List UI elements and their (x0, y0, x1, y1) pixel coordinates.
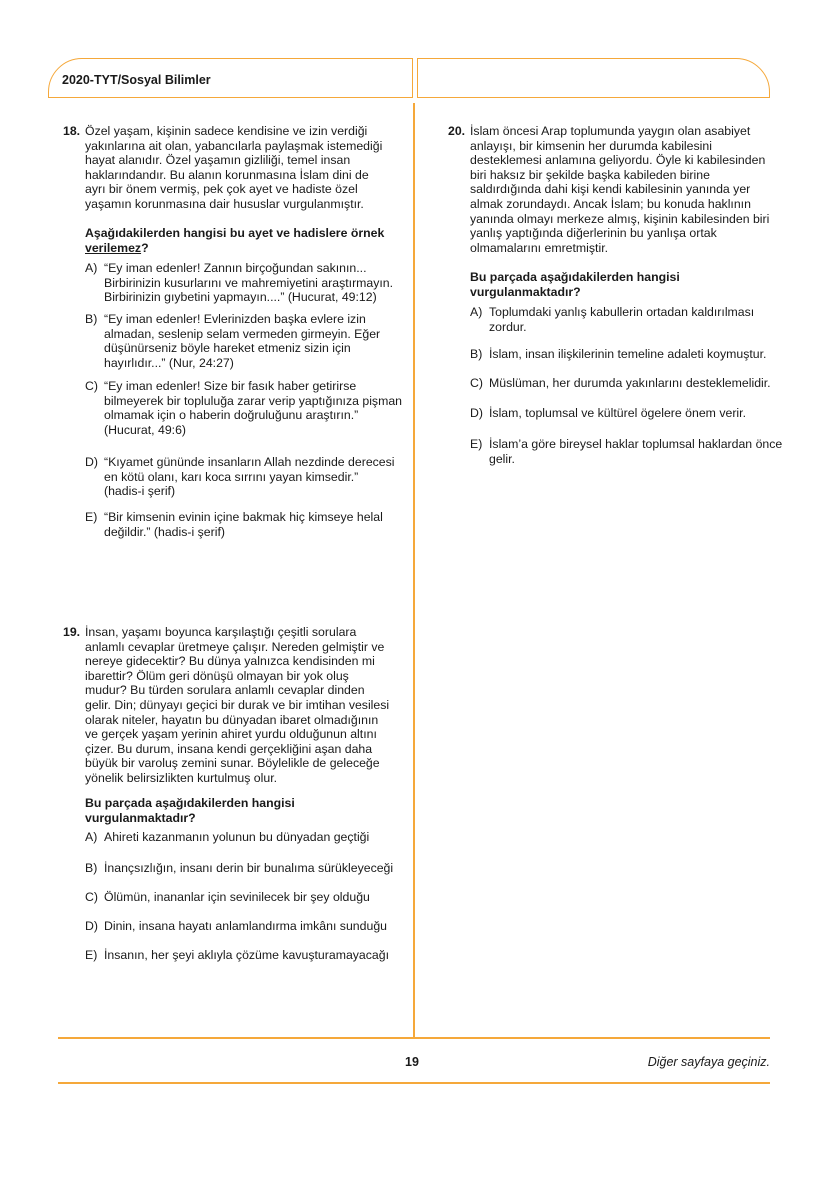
option-text (489, 406, 746, 421)
passage-line: hayat alanıdır. Özel yaşamın gizliliği, temel insan (85, 153, 351, 168)
passage-line: İnsan, yaşamı boyunca karşılaştığı çeşitli sorulara (85, 625, 357, 639)
option-text (104, 919, 387, 934)
question-number: 20. (448, 124, 466, 138)
option-label: A) (470, 305, 483, 319)
option-line: Birbirinizin kusurlarını ve mahremiyetini araştırmayın. (104, 275, 394, 290)
passage-line: ve gerçek yaşam yerinin ahiret yurdu olduğunun altını (85, 727, 377, 742)
option-label: D) (85, 455, 98, 469)
option-line: Dinin, insana hayatı anlamlandırma imkânı sunduğu (104, 919, 387, 933)
option-line: “Ey iman edenler! Evlerinizden başka evlere izin (104, 312, 366, 326)
option-label: E) (85, 948, 98, 962)
option-line: Müslüman, her durumda yakınlarını desteklemelidir. (489, 376, 771, 390)
option-line: “Kıyamet gününde insanların Allah nezdinde derecesi (104, 455, 395, 469)
option-label: A) (85, 261, 98, 275)
stem-line: vurgulanmaktadır? (470, 284, 581, 299)
option-line: olmamak için o haberin doğruluğunu araştırın.” (104, 408, 359, 423)
option-line: İnançsızlığın, insanı derin bir bunalıma sürükleyeceği (104, 861, 394, 875)
option-label: D) (85, 919, 98, 933)
option-line: İslam, insan ilişkilerinin temeline adaleti koymuştur. (489, 347, 767, 361)
option-text (489, 437, 782, 466)
passage-line: nereye gidecektir? Bu dünya yalnızca kendisinden mi (85, 654, 375, 669)
passage-line: ayrı bir önem vermiş, pek çok ayet ve hadiste özel (85, 182, 358, 197)
question-stem (470, 270, 680, 299)
passage-line: almak zorundaydı. Ancak İslam; bu konuda haklının (470, 196, 751, 211)
passage-line: gelir. Din; dünyayı geçici bir durak ve bir imtihan vesilesi (85, 697, 390, 712)
option-label: C) (470, 376, 483, 390)
option-line: İslam, toplumsal ve kültürel ögelere önem verir. (489, 406, 746, 420)
passage-line: olarak niteler, hayatın bu dünyadan ibaret olmadığının (85, 712, 379, 727)
question-number: 18. (63, 124, 81, 138)
option-line: “Bir kimsenin evinin içine bakmak hiç kimseye helal (104, 510, 383, 524)
option-line: almadan, seslenip selam vermeden girmeyin. Eğer (104, 326, 381, 341)
passage-line: çizer. Bu durum, insana kendi gerçekliğini aşan daha (85, 741, 373, 756)
option-text (104, 890, 370, 905)
option-text (104, 510, 383, 539)
option-line: (hadis-i şerif) (104, 484, 176, 499)
footer-bottom-rule (58, 1082, 770, 1084)
option-line: İslam’a göre bireysel haklar toplumsal haklardan önce (489, 437, 783, 451)
header-right-box (417, 58, 770, 98)
stem-line: Bu parçada aşağıdakilerden hangisi (470, 270, 680, 284)
passage-line: yanlış yaptığında diğerlerinin bu yanlışa ortak (470, 226, 717, 241)
passage-line: haklarındandır. Bu alanın korunmasına İslam dini de (85, 167, 369, 182)
option-text (489, 347, 766, 362)
question-passage (85, 124, 382, 212)
passage-line: yaşamın korunmasına dair hususlar vurgulanmıştır. (85, 196, 364, 211)
passage-line: Özel yaşam, kişinin sadece kendisine ve izin verdiği (85, 124, 368, 138)
option-line: “Ey iman edenler! Zannın birçoğundan sakının... (104, 261, 367, 275)
exam-title: 2020-TYT/Sosyal Bilimler (62, 73, 211, 87)
option-label: B) (470, 347, 483, 361)
option-label: D) (470, 406, 483, 420)
option-label: C) (85, 379, 98, 393)
option-label: B) (85, 861, 98, 875)
option-line: en kötü olanı, karı koca sırrını yayan kimsedir.” (104, 469, 359, 484)
option-line: hayırlıdır...” (Nur, 24:27) (104, 355, 234, 370)
option-text (489, 305, 754, 334)
option-line: düşünürseniz böyle hareket etmeniz sizin için (104, 341, 351, 356)
option-line: Ölümün, inananlar için sevinilecek bir şey olduğu (104, 890, 370, 904)
option-line: değildir.” (hadis-i şerif) (104, 524, 225, 539)
question-stem (85, 226, 384, 255)
passage-line: anlamlı cevaplar üretmeye çalışır. Nereden gelmiştir ve (85, 639, 385, 654)
question-passage (470, 124, 769, 255)
option-line: (Hucurat, 49:6) (104, 422, 187, 437)
option-label: A) (85, 830, 98, 844)
option-line: Birbirinizin gıybetini yapmayın....” (Hucurat, 49:12) (104, 290, 377, 305)
option-line: Toplumdaki yanlış kabullerin ortadan kaldırılması (489, 305, 755, 319)
stem-line (85, 241, 384, 256)
stem-line: Bu parçada aşağıdakilerden hangisi (85, 796, 295, 810)
passage-line: yakınlarına ait olan, yabancılarla paylaşmak istemediği (85, 138, 383, 153)
option-text (104, 379, 402, 437)
passage-line: anlayışı, bir kimsenin her durumda kabilesini (470, 138, 712, 153)
passage-line: mudur? Bu türden sorulara anlamlı cevaplar dinden (85, 683, 365, 698)
stem-end: ? (141, 240, 149, 255)
option-label: E) (85, 510, 98, 524)
option-text (104, 861, 393, 876)
option-label: E) (470, 437, 483, 451)
footer-top-rule (58, 1037, 770, 1039)
passage-line: biri haksız bir şekilde başka kabileden birine (470, 167, 710, 182)
stem-line: Aşağıdakilerden hangisi bu ayet ve hadislere örnek (85, 226, 385, 240)
option-label: B) (85, 312, 98, 326)
passage-line: olmamalarını emretmiştir. (470, 240, 609, 255)
option-text (104, 261, 393, 305)
option-line: bilmeyerek bir topluluğa zarar verip yaptığınıza pişman (104, 393, 403, 408)
stem-underlined-word: verilemez (85, 240, 142, 255)
page-number: 19 (405, 1055, 419, 1069)
option-text (104, 312, 380, 370)
option-text (104, 948, 389, 963)
passage-line: büyük bir varoluş zemini sunar. Böylelikle de geleceğe (85, 756, 380, 771)
passage-line: saldırdığında dahi kişi kendi kabilesinin yanında yer (470, 182, 751, 197)
option-line: “Ey iman edenler! Size bir fasık haber getirirse (104, 379, 357, 393)
stem-line: vurgulanmaktadır? (85, 810, 196, 825)
passage-line: yanında olmayı merkeze almış, kişinin kabilesinden biri (470, 211, 770, 226)
option-text (104, 830, 369, 845)
question-passage (85, 625, 389, 786)
option-label: C) (85, 890, 98, 904)
question-number: 19. (63, 625, 81, 639)
passage-line: ibarettir? Ölüm geri dönüşü olmayan bir yok oluş (85, 668, 349, 683)
option-line: Ahireti kazanmanın yolunun bu dünyadan geçtiği (104, 830, 370, 844)
question-stem (85, 796, 295, 825)
option-line: zordur. (489, 319, 527, 334)
passage-line: yönelik belirsizlikten kurtulmuş olur. (85, 770, 278, 785)
column-divider (413, 103, 415, 1038)
passage-line: desteklemesi anlamına geliyordu. Öyle ki kabilesinden (470, 153, 766, 168)
next-page-note: Diğer sayfaya geçiniz. (647, 1055, 770, 1069)
option-line: İnsanın, her şeyi aklıyla çözüme kavuşturamayacağı (104, 948, 390, 962)
option-text (104, 455, 395, 499)
passage-line: İslam öncesi Arap toplumunda yaygın olan asabiyet (470, 124, 751, 138)
option-text (489, 376, 771, 391)
option-line: gelir. (489, 451, 515, 466)
